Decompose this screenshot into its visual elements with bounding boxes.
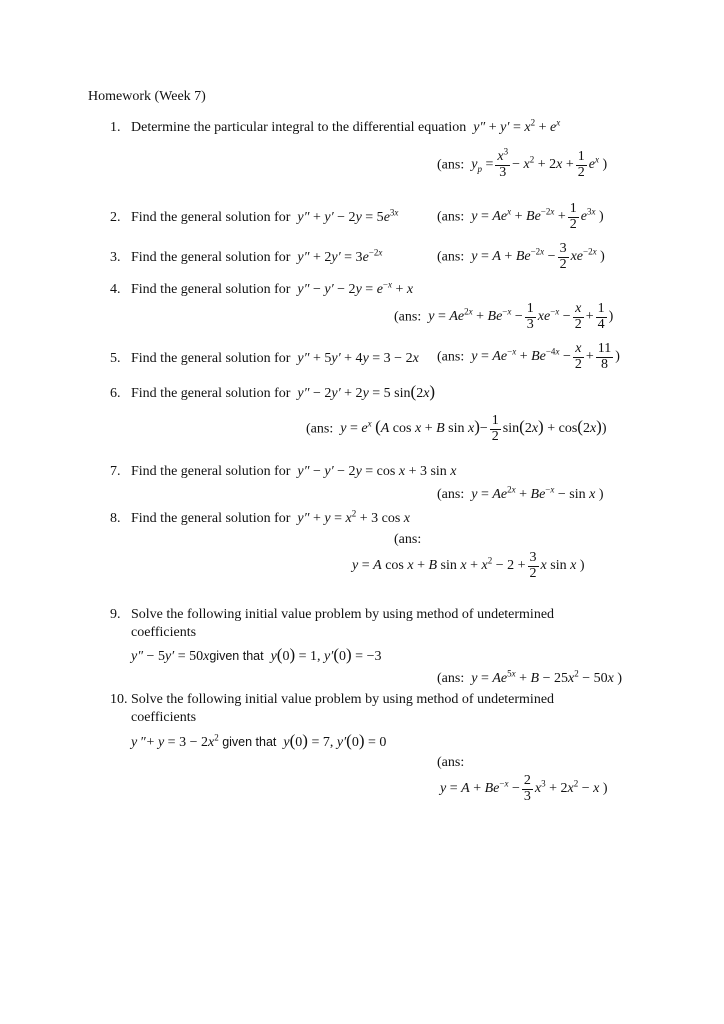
question-10: 10. Solve the following initial value problem by using method of undetermined xyxy=(110,692,555,707)
question-number: 1. xyxy=(110,120,121,135)
answer-7: (ans: $y = Ae^{2x} + Be^{-x} - \sin x$ ) xyxy=(437,484,604,502)
question-2: 2. Find the general solution for $y'' + y' - 2y = 5e^{3x}$ xyxy=(110,207,399,225)
answer-2: (ans: $y = Ae^x + Be^{-2x}$ + $\frac{1}{2}$ $e^{3x}$ ) xyxy=(437,201,604,232)
answer-8-label: (ans: xyxy=(394,532,422,547)
question-10-cont: coefficients xyxy=(131,710,197,725)
question-text: Determine the particular integral to the differential equation xyxy=(131,120,467,135)
answer-6: (ans: $y = e^x$ (A cos x + B sin x)− $\frac{1}{2}$ sin(2x) + cos(2x)) xyxy=(306,413,607,444)
answer-10: $y = A + Be^{-x}$ − $\frac{2}{3}$ $x^3 + 2x^2 - x$ ) xyxy=(440,773,608,804)
equation: y″ + 5y′ + 4y = 3 − 2x xyxy=(297,351,419,366)
equation: $y'' + y' - 2y = 5e^{3x}$ xyxy=(297,207,399,225)
question-9-equation: y″ − 5y′ = 50xgiven that y(0) = 1, y′(0) = −3 xyxy=(131,645,382,664)
equation: y″ − y′ − 2y = cos x + 3 sin x xyxy=(297,464,457,479)
equation: $y'' + y = x^2 + 3$ cos x xyxy=(297,508,410,526)
question-6: 6. Find the general solution for y″ − 2y′ + 2y = 5 sin(2x) xyxy=(110,382,436,401)
question-10-equation: y ″+ $y = 3 - 2x^2$ given that y(0) = 7, y′(0) = 0 xyxy=(131,731,387,750)
equation: $y'' + y' = x^2 + e^x$ xyxy=(473,117,561,135)
page-title: Homework (Week 7) xyxy=(88,89,206,104)
question-1 xyxy=(110,117,561,136)
equation: $y'' + 2y' = 3e^{-2x}$ xyxy=(297,247,383,265)
question-5: 5. Find the general solution for y″ + 5y′ + 4y = 3 − 2x xyxy=(110,351,419,366)
question-9: 9. Solve the following initial value problem by using method of undetermined xyxy=(110,607,555,622)
equation: y″ − 2y′ + 2y = 5 sin(2x) xyxy=(297,382,436,401)
question-9-cont: coefficients xyxy=(131,625,197,640)
answer-5: (ans: $y = Ae^{-x} + Be^{-4x}$ − $\frac{x}{2}$ + $\frac{11}{8}$ ) xyxy=(437,341,620,372)
answer-4: (ans: $y = Ae^{2x} + Be^{-x}$ − $\frac{1}{3}$ $xe^{-x}$ − $\frac{x}{2}$ + $\frac{1}{4}$ ) xyxy=(394,301,614,332)
answer-1: (ans: $y_p$ = $\frac{x^3}{3}$ − $x^2 + 2x$ + $\frac{1}{2}$ $e^x$ ) xyxy=(437,146,608,180)
question-7: 7. Find the general solution for y″ − y′ − 2y = cos x + 3 sin x xyxy=(110,464,457,479)
answer-3: (ans: $y = A + Be^{-2x}$ − $\frac{3}{2}$ $xe^{-2x}$ ) xyxy=(437,241,605,272)
answer-8: y = A cos x + B $\sin x + x^2 - 2$ + $\frac{3}{2}$ x sin x ) xyxy=(352,550,585,581)
answer-9: (ans: $y = Ae^{5x} + B - 25x^2 - 50x$ ) xyxy=(437,668,622,686)
question-4: 4. Find the general solution for $y'' - y' - 2y = e^{-x} + x$ xyxy=(110,279,414,297)
question-3: 3. Find the general solution for $y'' + 2y' = 3e^{-2x}$ xyxy=(110,247,383,265)
question-8: 8. Find the general solution for $y'' + y = x^2 + 3$ cos x xyxy=(110,508,410,526)
equation: $y'' - y' - 2y = e^{-x} + x$ xyxy=(297,279,414,297)
answer-10-label: (ans: xyxy=(437,755,465,770)
